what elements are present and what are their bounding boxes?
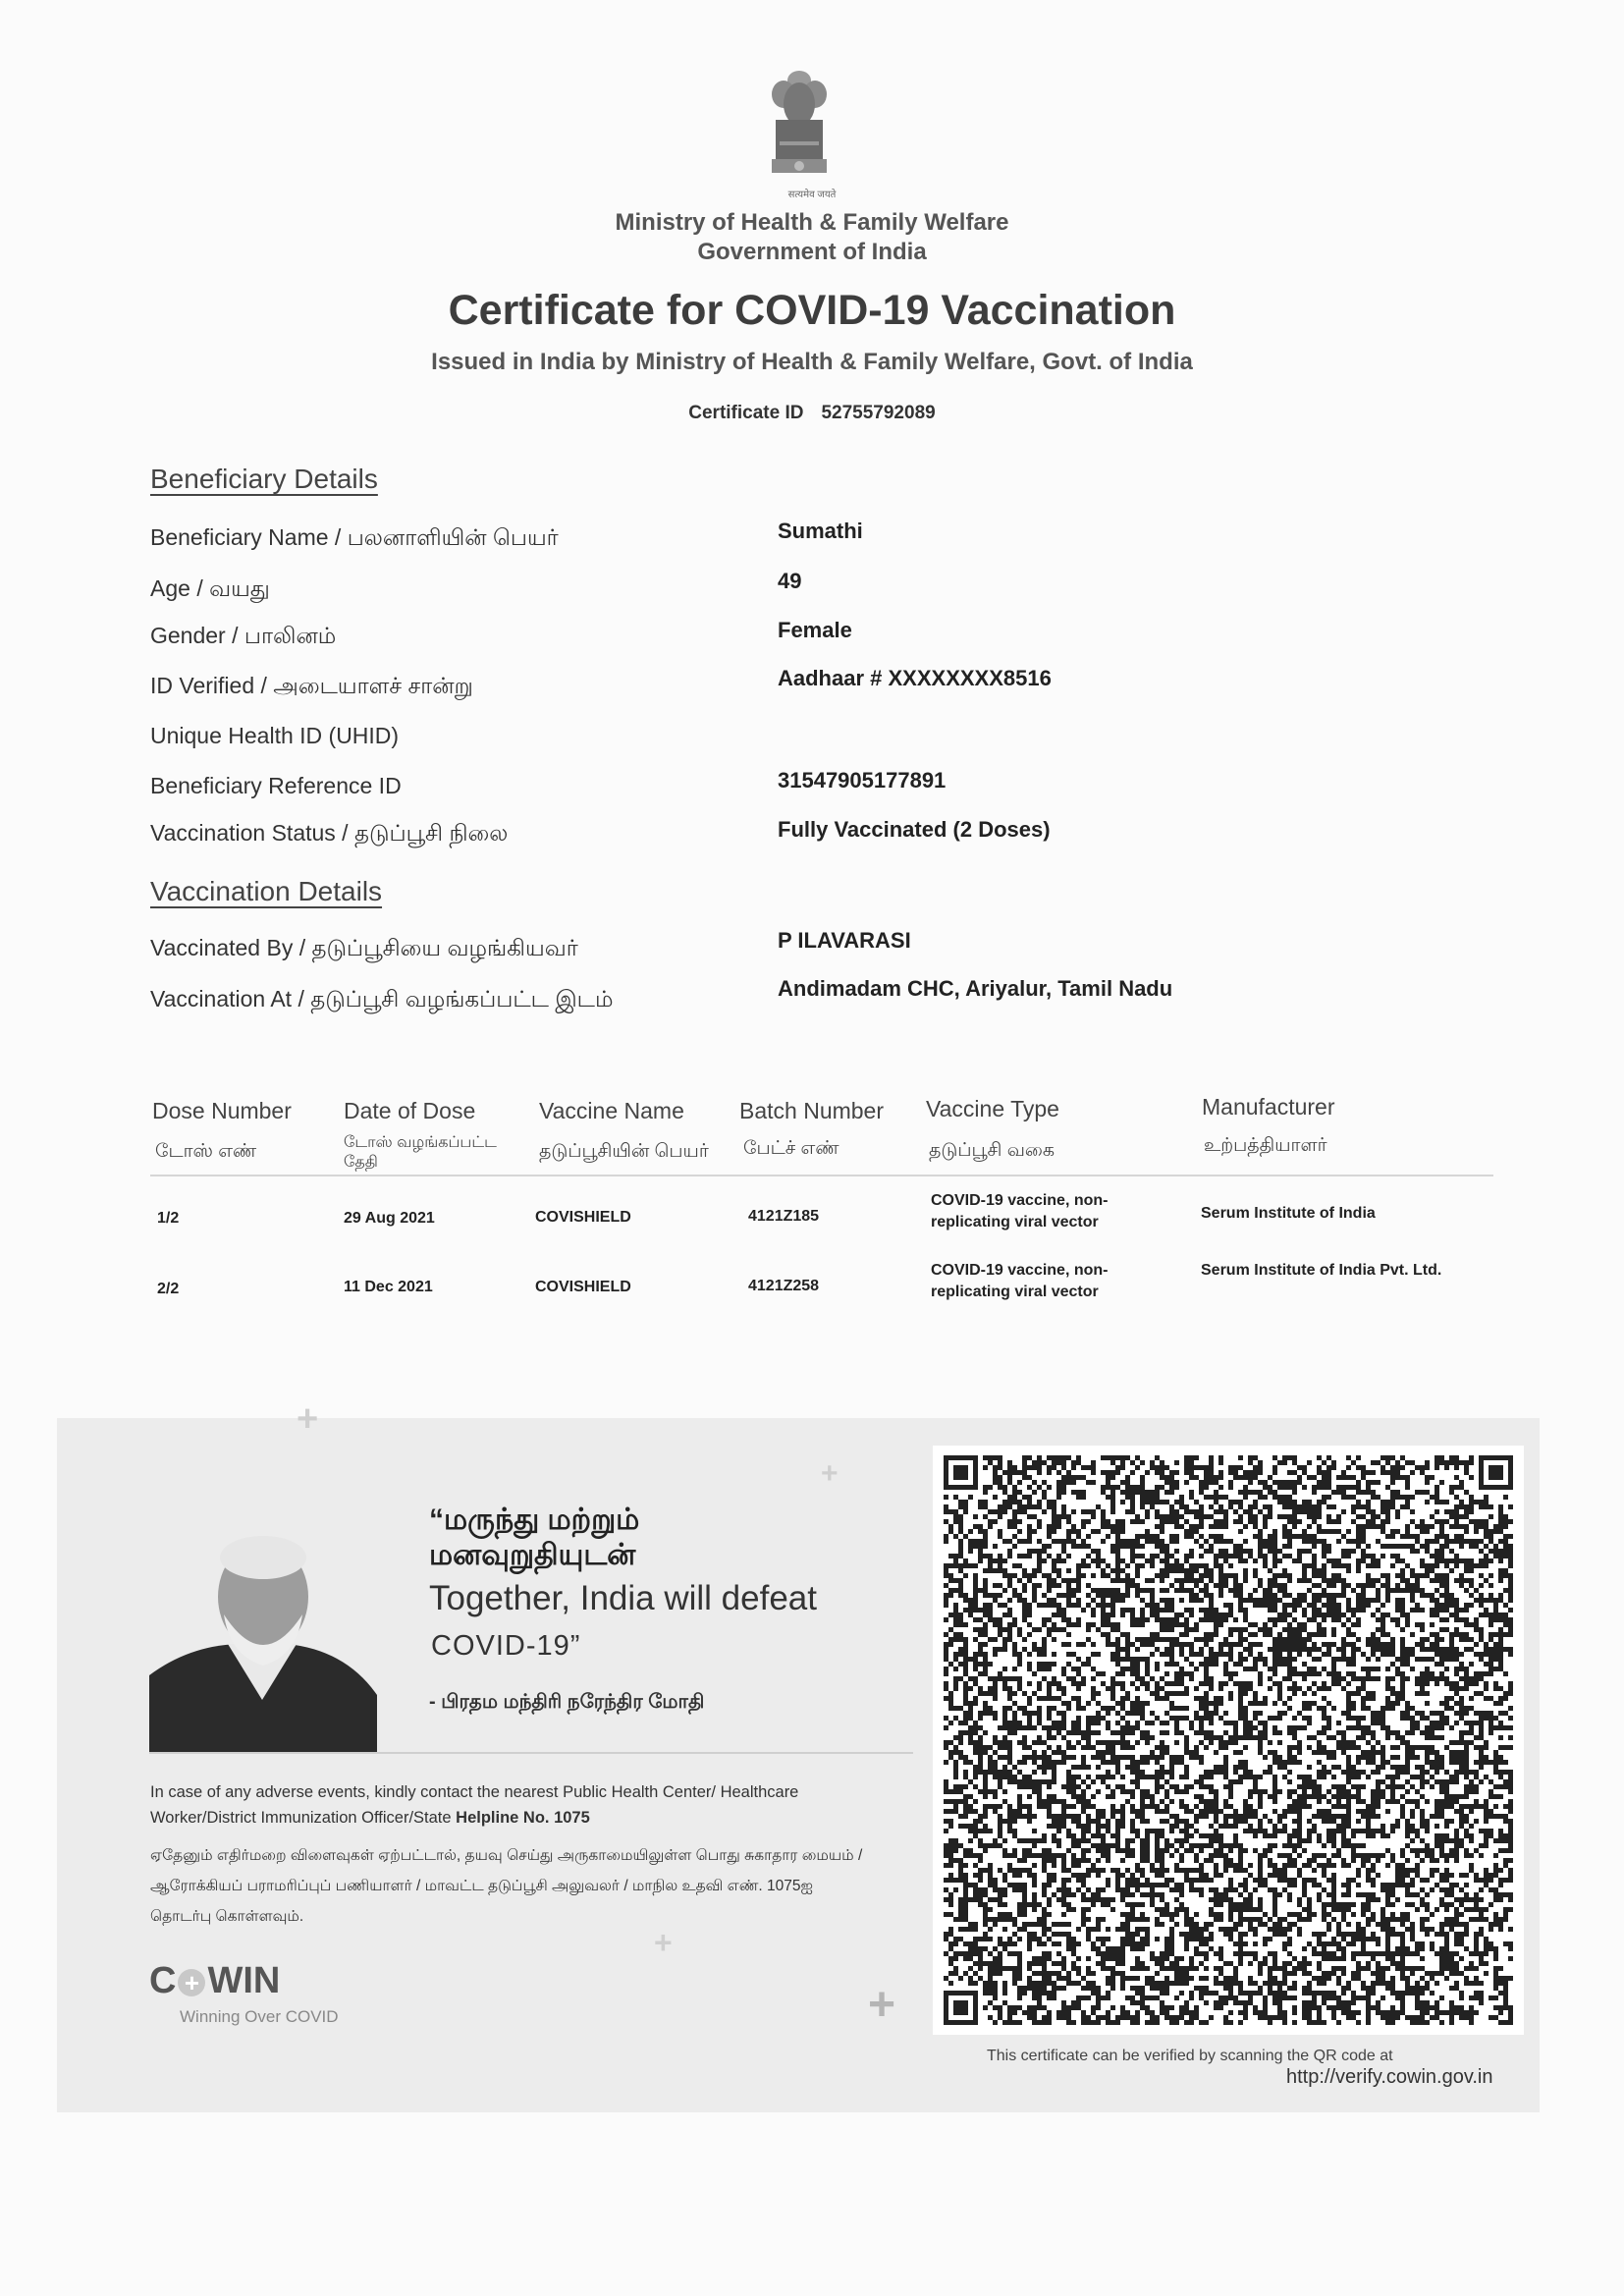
label-uhid: Unique Health ID (UHID) (150, 723, 400, 748)
col-vaccine-name-ta: தடுப்பூசியின் பெயர் (539, 1141, 709, 1162)
quote-english: Together, India will defeat (429, 1579, 817, 1617)
col-vaccine-type-ta: தடுப்பூசி வகை (929, 1140, 1056, 1161)
row1-dose: 1/2 (157, 1210, 180, 1227)
row2-batch: 4121Z258 (748, 1278, 820, 1294)
label-gender: Gender / பாலினம் (150, 623, 337, 648)
quote-attribution: - பிரதம மந்திரி நரேந்திர மோதி (429, 1691, 705, 1713)
value-vaccination-at: Andimadam CHC, Ariyalur, Tamil Nadu (778, 976, 1173, 1001)
label-vaccination-at: Vaccination At / தடுப்பூசி வழங்கப்பட்ட இடம் (150, 986, 614, 1011)
row2-type: COVID-19 vaccine, non-replicating viral vector (931, 1262, 1109, 1300)
national-emblem (760, 61, 839, 198)
col-manufacturer-ta: உற்பத்தியாளர் (1204, 1135, 1327, 1156)
row2-dose: 2/2 (157, 1281, 180, 1297)
emblem-motto: सत्यमेव जयते (787, 190, 837, 200)
verify-text: This certificate can be verified by scanning the QR code at (987, 2048, 1393, 2064)
value-beneficiary-name: Sumathi (778, 519, 863, 543)
cowin-logo: C + WIN (149, 1960, 281, 2001)
certificate-id: Certificate ID 52755792089 (688, 403, 936, 423)
col-dose-number-ta: டோஸ் எண் (155, 1141, 257, 1162)
row1-date: 29 Aug 2021 (344, 1210, 435, 1227)
col-dose-number: Dose Number (152, 1098, 292, 1123)
plus-icon: + (821, 1457, 839, 1490)
value-age: 49 (778, 569, 802, 593)
adverse-events-note: In case of any adverse events, kindly contact the nearest Public Health Center/ Healthcare Worker/District Immunization Officer/State Helpline No. 1075 (150, 1783, 799, 1827)
row1-batch: 4121Z185 (748, 1208, 820, 1225)
row2-date: 11 Dec 2021 (344, 1279, 433, 1295)
col-batch-number-ta: பேட்ச் எண் (743, 1138, 839, 1159)
col-date-of-dose-ta: டோஸ் வழங்கப்பட்ட தேதி (344, 1134, 497, 1171)
plus-icon: + (297, 1398, 319, 1440)
row2-manufacturer: Serum Institute of India Pvt. Ltd. (1201, 1262, 1442, 1279)
col-vaccine-name: Vaccine Name (539, 1098, 684, 1123)
ministry-name: Ministry of Health & Family Welfare Government of India (615, 209, 1009, 265)
quote-tamil: “மருந்து மற்றும் மனவுறுதியுடன் (429, 1503, 640, 1571)
label-beneficiary-name: Beneficiary Name / பலனாளியின் பெயர் (150, 524, 559, 550)
label-vaccinated-by: Vaccinated By / தடுப்பூசியை வழங்கியவர் (150, 935, 578, 960)
qr-code (944, 1455, 1513, 2025)
row2-vaccine: COVISHIELD (535, 1279, 631, 1295)
verify-url[interactable]: http://verify.cowin.gov.in (1286, 2066, 1493, 2088)
label-age: Age / வயது (150, 575, 270, 601)
value-vaccinated-by: P ILAVARASI (778, 928, 911, 953)
vaccination-heading: Vaccination Details (150, 876, 383, 906)
col-batch-number: Batch Number (739, 1098, 885, 1123)
adverse-events-note-tamil: ஏதேனும் எதிர்மறை விளைவுகள் ஏற்பட்டால், தயவு செய்து அருகாமையிலுள்ள பொது சுகாதார மையம் / ஆரோக்கியப் பராமரிப்புப் பணியாளர் / மாவட்ட தடுப்பூசி அலுவலர் / மாநில உதவி எண். 1075ஐ தொடர்பு கொள்ளவும். (150, 1847, 863, 1925)
row1-manufacturer: Serum Institute of India (1201, 1205, 1376, 1222)
quote-english-covid: COVID-19” (431, 1630, 581, 1662)
value-vaccination-status: Fully Vaccinated (2 Doses) (778, 817, 1051, 842)
plus-icon: + (654, 1925, 673, 1960)
label-id-verified: ID Verified / அடையாளச் சான்று (150, 673, 473, 698)
row1-vaccine: COVISHIELD (535, 1209, 631, 1226)
value-gender: Female (778, 618, 852, 642)
row1-type: COVID-19 vaccine, non-replicating viral vector (931, 1192, 1109, 1230)
plus-icon: + (178, 1969, 205, 1996)
table-divider (150, 1175, 1493, 1176)
col-vaccine-type: Vaccine Type (926, 1096, 1059, 1121)
certificate-title: Certificate for COVID-19 Vaccination (448, 287, 1176, 334)
value-id-verified: Aadhaar # XXXXXXXX8516 (778, 666, 1052, 690)
col-date-of-dose: Date of Dose (344, 1098, 476, 1123)
plus-icon: + (868, 1979, 896, 2031)
banner-divider (149, 1752, 913, 1754)
issued-by: Issued in India by Ministry of Health & Family Welfare, Govt. of India (431, 349, 1193, 375)
label-reference-id: Beneficiary Reference ID (150, 773, 402, 798)
qr-code-panel (933, 1446, 1524, 2035)
col-manufacturer: Manufacturer (1202, 1094, 1335, 1120)
portrait (149, 1528, 377, 1754)
value-reference-id: 31547905177891 (778, 768, 947, 793)
beneficiary-heading: Beneficiary Details (150, 464, 378, 494)
cowin-tagline: Winning Over COVID (180, 2007, 339, 2026)
label-vaccination-status: Vaccination Status / தடுப்பூசி நிலை (150, 820, 509, 846)
